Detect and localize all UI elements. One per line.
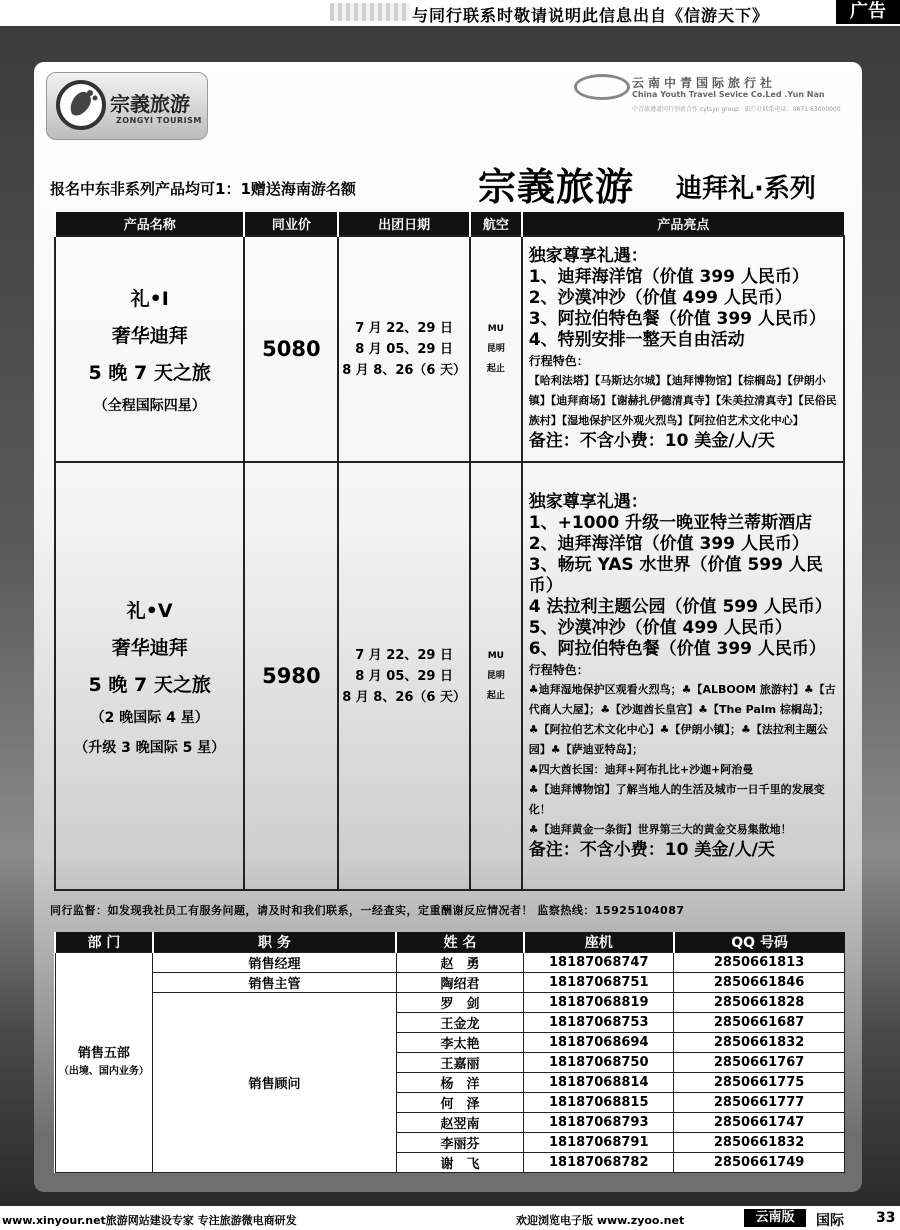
product-name-cell (55, 236, 244, 462)
cyts-logo-icon (574, 74, 630, 100)
features-text: 【哈利法塔】【马斯达尔城】【迪拜博物馆】【棕榈岛】【伊朗小镇】【迪拜商场】【谢赫扎伊德清真寺】【朱美拉清真寺】【民俗民族村】【湿地保护区外观火烈鸟】【阿拉伯艺术文化中心】 (528, 374, 837, 427)
department-name: 销售五部 (77, 1045, 130, 1061)
product-title: 奢华迪拜 (111, 636, 188, 659)
date-line: 7 月 22、29 日 (355, 320, 453, 336)
top-banner (0, 0, 900, 26)
staff-name: 谢 飞 (396, 1153, 524, 1173)
ad-tag: 广告 (836, 0, 900, 24)
highlights-title: 独家尊享礼遇： (528, 246, 648, 266)
staff-qq: 2850661828 (674, 993, 845, 1013)
staff-phone: 18187068750 (524, 1053, 674, 1073)
staff-phone: 18187068793 (524, 1113, 674, 1133)
staff-phone: 18187068747 (524, 953, 674, 973)
footer-right-link[interactable]: 欢迎浏览电子版 www.zyoo.net (516, 1214, 685, 1227)
highlight-item: 1、迪拜海洋馆（价值 399 人民币） (528, 267, 809, 287)
staff-name: 王嘉丽 (396, 1053, 524, 1073)
staff-phone: 18187068751 (524, 973, 674, 993)
date-line: 8 月 8、26（6 天） (342, 689, 466, 705)
footer-left-link[interactable]: www.xinyour.net旅游网站建设专家 专注旅游微电商研发 (2, 1214, 297, 1227)
staff-name: 赵 勇 (396, 953, 524, 973)
product-row-1 (55, 236, 844, 462)
staff-name: 陶绍君 (396, 973, 524, 993)
logo-english: ZONGYI TOURISM (116, 116, 202, 125)
role-cell: 销售主管 (153, 973, 396, 993)
highlight-item: 5、沙漠冲沙（价值 499 人民币） (528, 617, 792, 638)
product-duration: 5 晚 7 天之旅 (88, 673, 211, 696)
role-cell: 销售经理 (153, 953, 396, 973)
staff-phone: 18187068694 (524, 1033, 674, 1053)
product-row-2 (55, 462, 844, 890)
airline-note: 起止 (486, 691, 505, 701)
product-name-cell (55, 462, 244, 890)
product-dates (338, 462, 470, 890)
product-hotel-note: （全程国际四星） (93, 397, 206, 414)
partner-name: 云南中青国际旅行社 (632, 76, 777, 90)
header-phone: 座机 (524, 932, 674, 953)
staff-qq: 2850661846 (674, 973, 845, 993)
product-highlights (522, 462, 844, 890)
staff-qq: 2850661832 (674, 1033, 845, 1053)
product-title: 奢华迪拜 (111, 324, 188, 347)
staff-name: 何 泽 (396, 1093, 524, 1113)
staff-qq: 2850661767 (674, 1053, 845, 1073)
staff-name: 王金龙 (396, 1013, 524, 1033)
footer-section-badge: 云南版 (744, 1209, 806, 1227)
product-airline (470, 462, 522, 890)
staff-name: 李丽芬 (396, 1133, 524, 1153)
staff-phone: 18187068819 (524, 993, 674, 1013)
staff-qq: 2850661832 (674, 1133, 845, 1153)
partner-small-text: 中青旅遵道同行创新合作 cytsyn group · 旅行社联系电话：0871-63000000 (632, 106, 841, 113)
role-cell: 销售顾问 (153, 993, 396, 1173)
department-note: （出境、国内业务） (58, 1065, 149, 1077)
staff-name: 赵翌南 (396, 1113, 524, 1133)
product-airline (470, 236, 522, 462)
highlight-item: 6、阿拉伯特色餐（价值 399 人民币） (528, 638, 826, 659)
highlight-item: 3、阿拉伯特色餐（价值 399 人民币） (528, 309, 826, 329)
table-row (55, 973, 845, 993)
page-number: 33 (876, 1210, 896, 1226)
series-title: 迪拜礼·系列 (676, 174, 816, 204)
product-duration: 5 晚 7 天之旅 (88, 361, 211, 384)
staff-qq: 2850661687 (674, 1013, 845, 1033)
staff-qq: 2850661749 (674, 1153, 845, 1173)
product-note: 备注：不含小费：10 美金/人/天 (528, 431, 775, 451)
source-notice: 与同行联系时敬请说明此信息出自《信游天下》 (412, 6, 770, 25)
partner-english: China Youth Travel Sevice Co.Led .Yun Nan (632, 90, 825, 99)
product-price: 5980 (244, 462, 338, 890)
product-table (54, 212, 845, 891)
features-label: 行程特色： (528, 354, 589, 368)
airline-code: MU (487, 651, 504, 661)
staff-phone: 18187068791 (524, 1133, 674, 1153)
supervision-notice: 同行监督：如发现我社员工有服务问题，请及时和我们联系，一经查实，定重酬谢反应情况者！ 监察热线：15925104087 (50, 904, 685, 917)
staff-qq: 2850661813 (674, 953, 845, 973)
header-highlights: 产品亮点 (522, 212, 844, 236)
highlight-item: 4 法拉利主题公园（价值 599 人民币） (528, 596, 832, 617)
product-note: 备注：不含小费：10 美金/人/天 (528, 839, 775, 860)
staff-table-header (55, 932, 845, 953)
highlights-title: 独家尊享礼遇： (528, 491, 648, 512)
header-qq: QQ 号码 (674, 932, 845, 953)
footprint-logo-icon (56, 80, 106, 130)
staff-phone: 18187068815 (524, 1093, 674, 1113)
department-cell (55, 953, 153, 1173)
header-airline: 航空 (470, 212, 522, 236)
staff-table (54, 932, 845, 1173)
header-department: 部 门 (55, 932, 153, 953)
staff-qq: 2850661747 (674, 1113, 845, 1133)
highlight-item: 2、沙漠冲沙（价值 499 人民币） (528, 288, 792, 308)
airline-code: MU (487, 324, 504, 334)
staff-phone: 18187068782 (524, 1153, 674, 1173)
footer-category: 国际 (816, 1213, 844, 1229)
date-line: 8 月 05、29 日 (355, 668, 453, 684)
logo-name: 宗義旅游 (110, 92, 190, 116)
highlight-item: 3、畅玩 YAS 水世界（价值 599 人民币） (528, 554, 823, 596)
highlight-item: 1、+1000 升级一晚亚特兰蒂斯酒店 (528, 512, 813, 533)
features-text: ♣【迪拜黄金一条街】世界第三大的黄金交易集散地！ (528, 822, 792, 836)
header-dates: 出团日期 (338, 212, 470, 236)
staff-phone: 18187068814 (524, 1073, 674, 1093)
features-label: 行程特色： (528, 662, 589, 677)
features-text: ♣四大酋长国：迪拜+阿布扎比+沙迦+阿治曼 (528, 762, 754, 776)
staff-name: 罗 剑 (396, 993, 524, 1013)
highlight-item: 4、特别安排一整天自由活动 (528, 330, 745, 350)
table-row (55, 953, 845, 973)
airline-note: 起止 (486, 364, 505, 374)
features-text: ♣【迪拜博物馆】了解当地人的生活及城市一日千里的发展变化！ (528, 782, 825, 816)
staff-qq: 2850661775 (674, 1073, 845, 1093)
table-row (55, 993, 845, 1013)
highlight-item: 2、迪拜海洋馆（价值 399 人民币） (528, 533, 809, 554)
date-line: 8 月 8、26（6 天） (342, 362, 466, 378)
product-code: 礼•Ⅴ (126, 599, 173, 622)
features-text: ♣迪拜湿地保护区观看火烈鸟；♣【ALBOOM 旅游村】♣【古代商人大屋】；♣【沙迦酋长皇宫】♣【The Palm 棕榈岛】；♣【阿拉伯艺术文化中心】♣【伊朗小镇】；♣【法拉利主题公园】♣【萨迪亚特岛】； (528, 682, 836, 756)
staff-name: 李太艳 (396, 1033, 524, 1053)
decorative-pattern (330, 3, 410, 21)
staff-name: 杨 洋 (396, 1073, 524, 1093)
product-price: 5080 (244, 236, 338, 462)
product-table-header (55, 212, 844, 236)
product-highlights (522, 236, 844, 462)
promo-text: 报名中东非系列产品均可1：1赠送海南游名额 (50, 180, 356, 198)
header-product-name: 产品名称 (55, 212, 244, 236)
header-name: 姓 名 (396, 932, 524, 953)
header-role: 职 务 (153, 932, 396, 953)
header-price: 同业价 (244, 212, 338, 236)
staff-qq: 2850661777 (674, 1093, 845, 1113)
date-line: 7 月 22、29 日 (355, 647, 453, 663)
product-code: 礼•Ⅰ (130, 287, 169, 310)
airline-city: 昆明 (486, 344, 505, 354)
product-dates (338, 236, 470, 462)
staff-phone: 18187068753 (524, 1013, 674, 1033)
product-hotel-note: （升级 3 晚国际 5 星） (74, 739, 226, 756)
airline-city: 昆明 (486, 671, 505, 681)
brand-title: 宗義旅游 (478, 165, 635, 209)
date-line: 8 月 05、29 日 (355, 341, 453, 357)
product-hotel-note: （2 晚国际 4 星） (90, 709, 209, 726)
